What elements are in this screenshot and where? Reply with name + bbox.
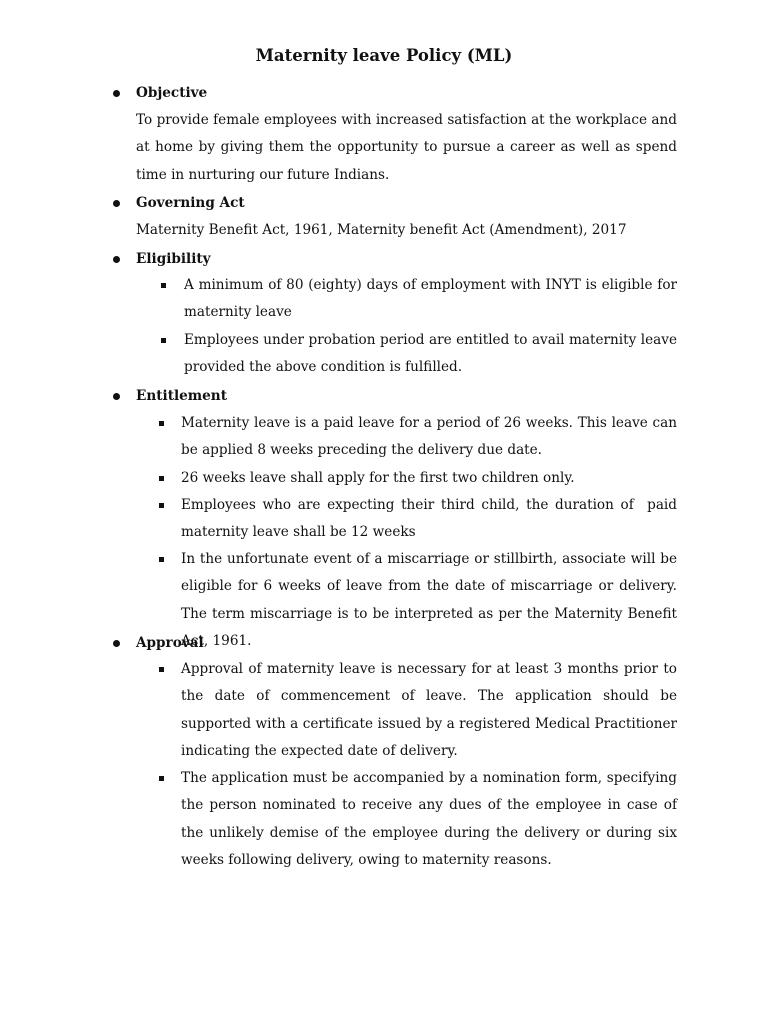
entitlement-heading: Entitlement	[136, 388, 227, 404]
list-item: Employees who are expecting their third child, the duration of paid maternity leave shall be 12 weeks	[181, 497, 682, 541]
list-item: In the unfortunate event of a miscarriage or stillbirth, associate will be eligible for 6 weeks of leave from the date of miscarriage or delivery. The term miscarriage is to be interpreted as per the Maternity Benefit Act, 1961.	[181, 551, 677, 649]
bullet-square	[159, 503, 164, 508]
list-item: 26 weeks leave shall apply for the first two children only.	[181, 470, 575, 486]
bullet-square	[159, 421, 164, 426]
bullet-dot	[113, 393, 120, 400]
bullet-dot	[113, 256, 120, 263]
page-title: Maternity leave Policy (ML)	[255, 46, 513, 65]
bullet-dot	[113, 90, 120, 97]
objective-heading: Objective	[136, 85, 208, 101]
bullet-square	[161, 283, 166, 288]
governing-act-text: Maternity Benefit Act, 1961, Maternity benefit Act (Amendment), 2017	[136, 222, 627, 238]
list-item: Approval of maternity leave is necessary for at least 3 months prior to the date of commencement of leave. The application should be supported with a certificate issued by a registered Medical Practitioner indicating the expected date of delivery.	[181, 661, 677, 759]
objective-text: To provide female employees with increased satisfaction at the workplace and at home by giving them the opportunity to pursue a career as well as spend time in nurturing our future Indians.	[136, 112, 677, 183]
bullet-square	[159, 476, 164, 481]
eligibility-heading: Eligibility	[136, 251, 211, 267]
bullet-square	[159, 776, 164, 781]
bullet-square	[159, 557, 164, 562]
list-item: Employees under probation period are entitled to avail maternity leave provided the above condition is fulfilled.	[184, 332, 677, 376]
list-item: Maternity leave is a paid leave for a period of 26 weeks. This leave can be applied 8 weeks preceding the delivery due date.	[181, 415, 677, 459]
bullet-square	[161, 338, 166, 343]
governing-act-heading: Governing Act	[136, 195, 245, 211]
list-item: The application must be accompanied by a nomination form, specifying the person nominated to receive any dues of the employee in case of the unlikely demise of the employee during the delivery or during six weeks following delivery, owing to maternity reasons.	[181, 770, 677, 868]
bullet-dot	[113, 200, 120, 207]
list-item: A minimum of 80 (eighty) days of employment with INYT is eligible for maternity leave	[184, 277, 677, 321]
bullet-square	[159, 667, 164, 672]
bullet-dot	[113, 640, 120, 647]
approval-heading: Approval	[136, 635, 204, 651]
